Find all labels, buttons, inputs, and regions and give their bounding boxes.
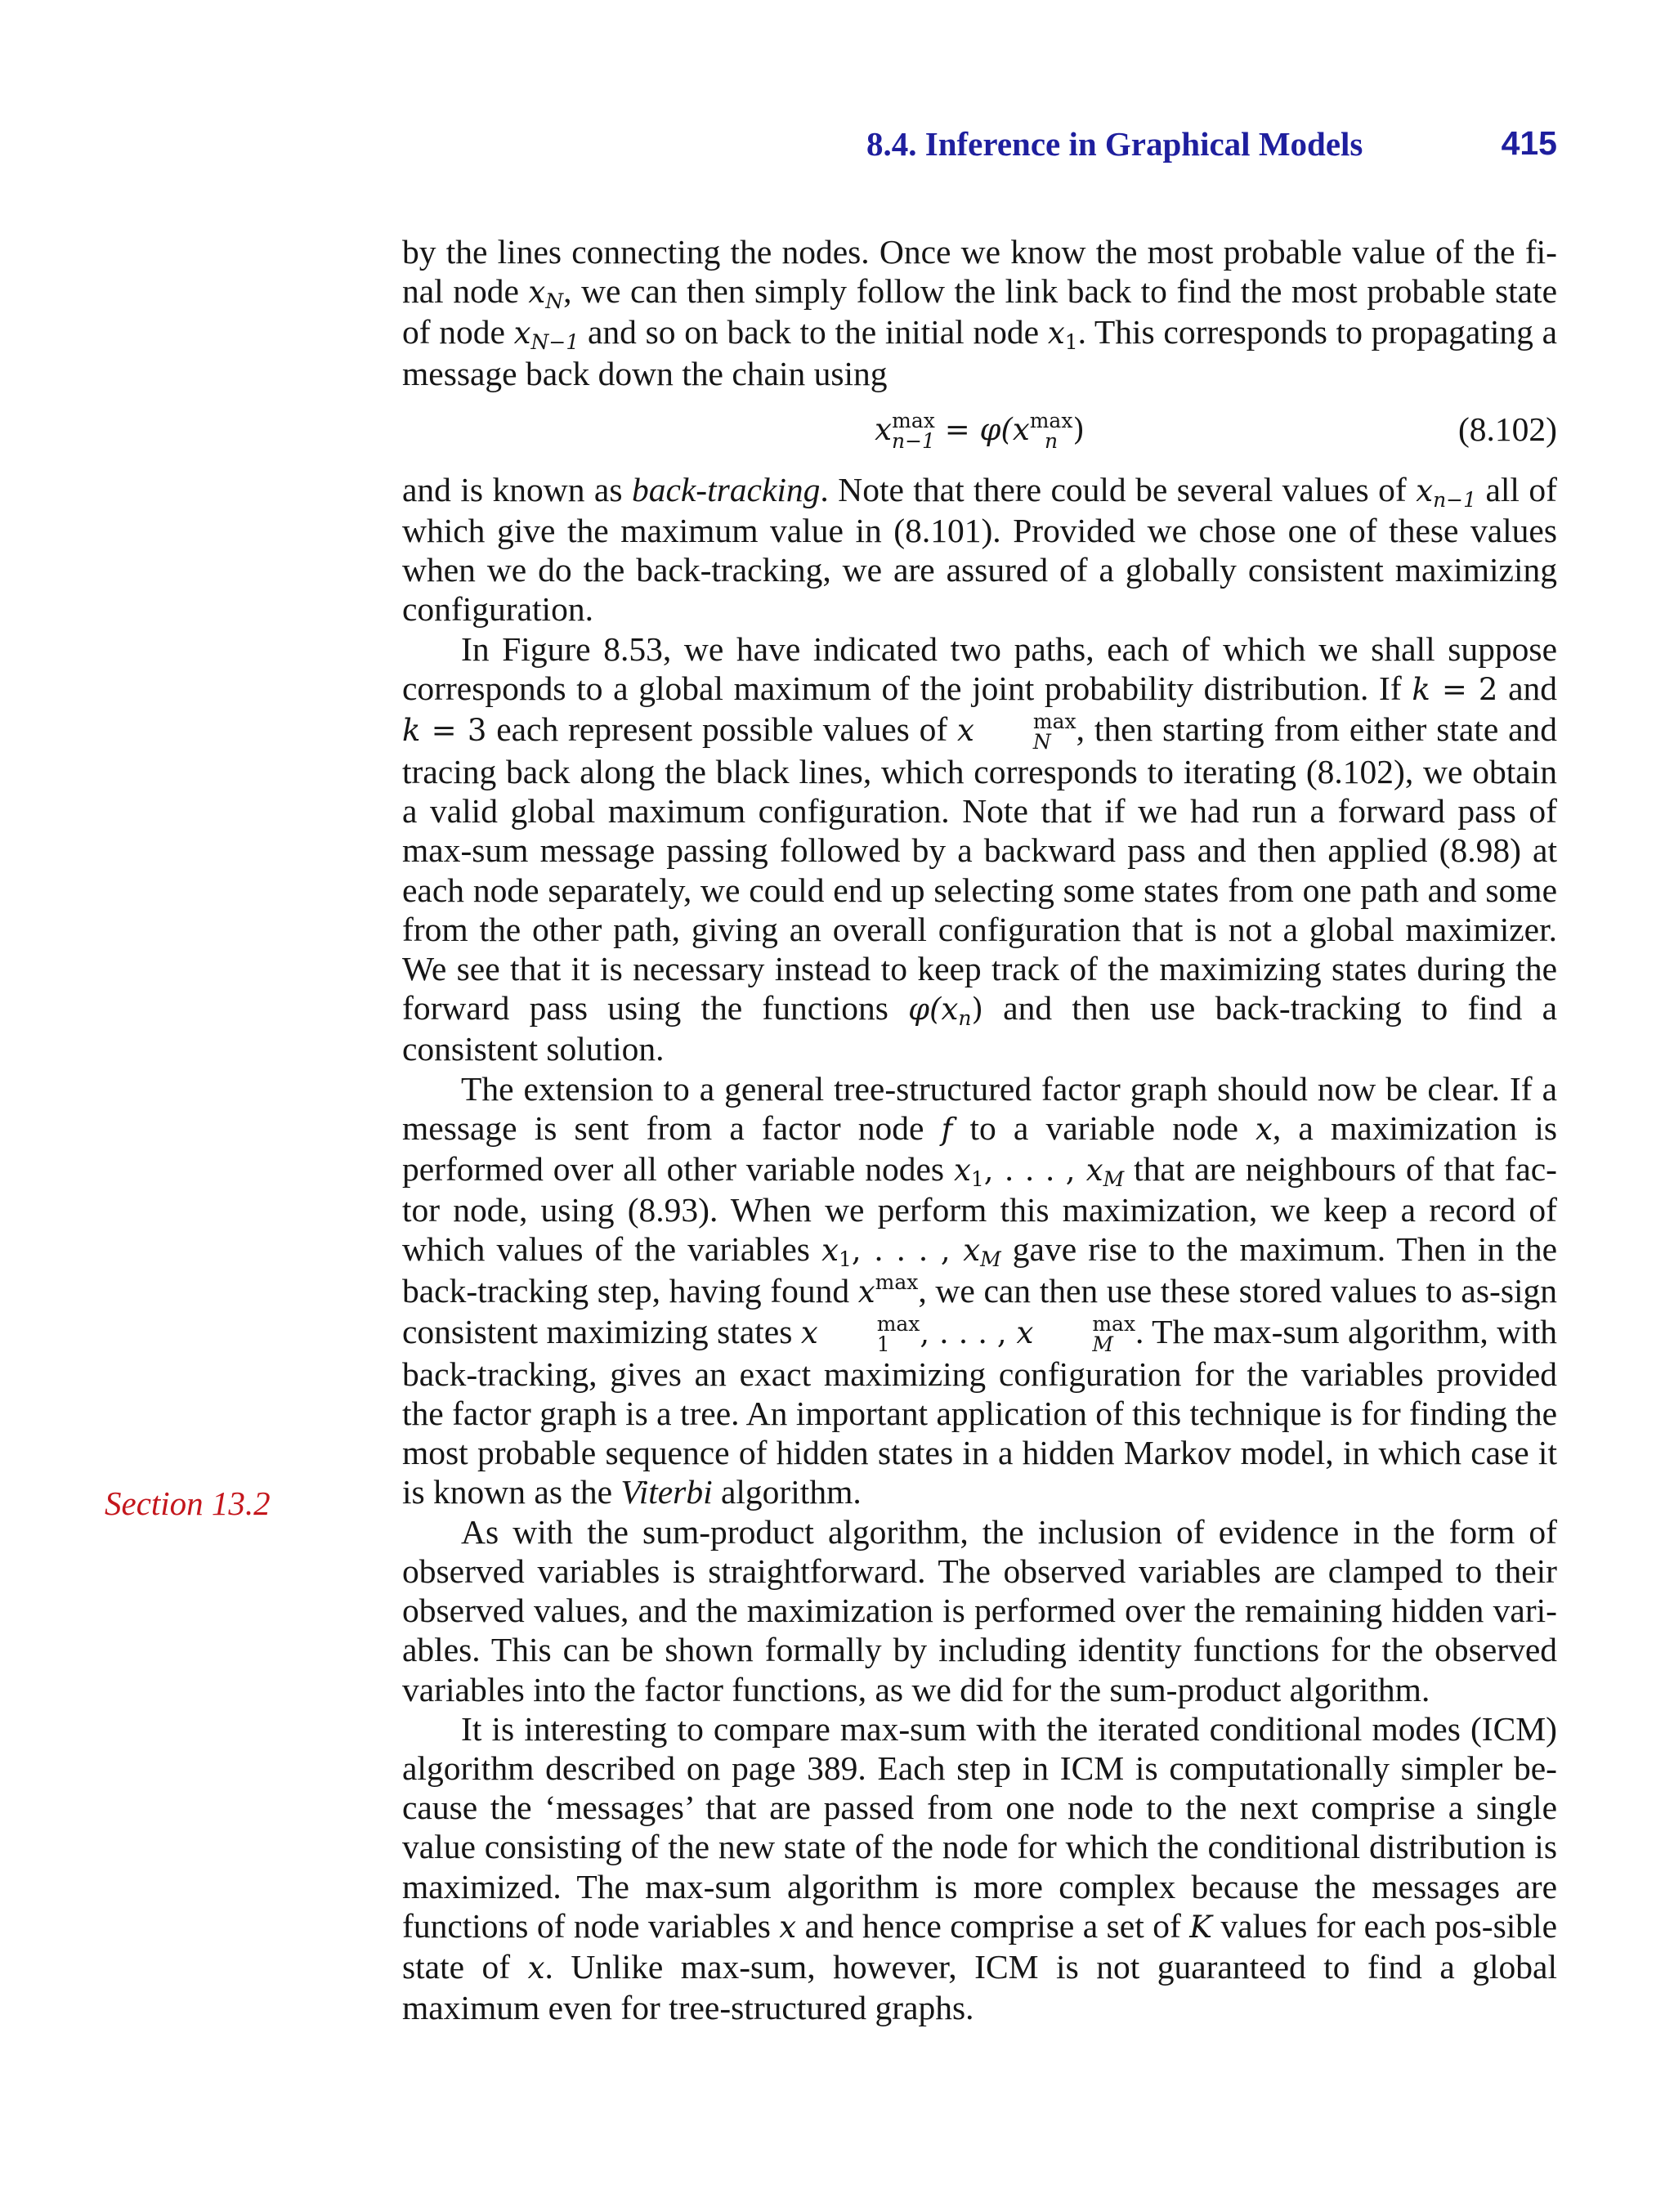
- math-sub-1: 1: [1064, 330, 1078, 355]
- eq-lhs-supsub: [892, 410, 935, 451]
- math-phi: φ(: [908, 992, 942, 1028]
- paragraph-4: [402, 1069, 1557, 1512]
- math-x: x: [513, 316, 531, 352]
- math-sub-M: M: [1103, 1167, 1125, 1192]
- math-x: x: [857, 1274, 875, 1310]
- text-run: by the lines connecting the nodes. Once we know the most probable value of the fi-nal node: [402, 233, 1557, 311]
- body-text: [402, 232, 1557, 2027]
- text-run: algorithm.: [712, 1473, 862, 1511]
- math-x: x: [1085, 1153, 1103, 1189]
- text-run: each represent possible values of: [486, 710, 958, 749]
- eq-equals: [935, 412, 945, 447]
- math-x: x: [528, 275, 546, 311]
- paragraph-6: [402, 1709, 1557, 2028]
- math-f: f: [941, 1111, 953, 1147]
- eq-rhs-var: x: [1012, 411, 1030, 447]
- math-sup-max: max: [876, 1311, 920, 1336]
- math-sub-N-minus-1: N−1: [530, 330, 580, 355]
- math-sub-1: 1: [876, 1332, 890, 1356]
- math-x: x: [963, 1233, 981, 1269]
- text-run: The extension to a general tree-structured factor graph should now be clear. If a message is sent from a factor node: [402, 1069, 1557, 1147]
- text-run: . Unlike max-sum, however, ICM is not guaranteed to find a global maximum even for tree-structured graphs.: [402, 1947, 1557, 2027]
- paragraph-2: [402, 470, 1557, 629]
- term-viterbi: Viterbi: [620, 1473, 713, 1511]
- math-supsub-max-N: [974, 711, 1076, 752]
- text-run: , then starting from either state and tracing back along the black lines, which corresponds to iterating (8.102), we obtain a valid global maximum configuration. Note that if we had run a forward pass of max-sum message passing followed by a backward pass and then applied (8.98) at each node separately, we could end up selecting some states from one path and some from the other path, giving an overall configuration that is not a global maximizer. We see that it is necessary instead to keep track of the maximizing states during the forward pass using the functions: [402, 710, 1557, 1028]
- equation-8-102: [402, 403, 1557, 463]
- math-sub-n-minus-1: n−1: [1433, 487, 1477, 512]
- math-x: x: [957, 713, 974, 749]
- eq-lhs-sup: max: [892, 408, 935, 432]
- header-title: 8.4. Inference in Graphical Models: [866, 125, 1363, 163]
- math-x: x: [527, 1950, 545, 1986]
- math-k: k: [1412, 671, 1430, 707]
- math-supsub-max-M: [1033, 1311, 1136, 1356]
- eq-lhs-sub: n−1: [891, 428, 935, 453]
- math-sub-M: M: [980, 1247, 1001, 1272]
- text-run: that are neighbours of that fac-tor node, using (8.93). When we perform this maximization, we keep a record of which values of the variables: [402, 1150, 1557, 1269]
- math-x: x: [779, 1909, 797, 1945]
- text-run: . Note that there could be several values of: [820, 470, 1417, 508]
- math-sup-max: max: [1092, 1311, 1136, 1336]
- math-K: K: [1189, 1909, 1212, 1945]
- math-x: x: [1416, 472, 1434, 508]
- text-run: . The max-sum algorithm, with back-tracking, gives an exact maximizing configuration for the variables provided the factor graph is a tree. An important application of this technique is for finding the most probable sequence of hidden states in a hidden Markov model, in which case it is known as the: [402, 1312, 1557, 1511]
- math-eq-3: = 3: [420, 713, 487, 749]
- math-close-paren: ): [971, 992, 983, 1028]
- math-x: x: [821, 1233, 839, 1269]
- math-x: x: [941, 992, 959, 1028]
- eq-rhs-supsub: [1030, 410, 1073, 451]
- text-run: all of which give the maximum value in (8.101). Provided we chose one of these values when we do the back-tracking, we are assured of a globally consistent maximizing configuration.: [402, 470, 1557, 629]
- math-k: k: [402, 713, 421, 749]
- math-sub-N: N: [1032, 730, 1051, 754]
- text-run: It is interesting to compare max-sum with the iterated conditional modes (ICM) algorithm described on page 389. Each step in ICM is computationally simpler be-cause the ‘messages’ that are passed from one node to the next comprise a single value consisting of the new state of the node for which the conditional distribution is maximized. The max-sum algorithm is more complex because the messages are functions of node variables: [402, 1709, 1557, 1945]
- math-x: x: [1256, 1111, 1273, 1147]
- math-x: x: [800, 1314, 818, 1350]
- text-run: and is known as: [402, 470, 632, 508]
- eq-phi: φ(: [979, 411, 1013, 447]
- term-back-tracking: back-tracking: [631, 470, 821, 508]
- paragraph-1: [402, 232, 1557, 393]
- paragraph-5: As with the sum-product algorithm, the inclusion of evidence in the form of observed variables is straightforward. The observed variables are clamped to their observed values, and the maximization is performed over the remaining hidden vari-ables. This can be shown formally by including identity functions for the observed variables into the factor functions, as we did for the sum-product algorithm.: [402, 1512, 1557, 1708]
- math-sub-1: 1: [970, 1167, 984, 1192]
- text-run: , we can then simply follow the link back to find the most probable state of node: [402, 272, 1557, 352]
- text-run: and then use back-tracking to find a consistent solution.: [402, 989, 1557, 1068]
- text-run: and hence comprise a set of: [796, 1906, 1190, 1945]
- text-run: to a variable node: [952, 1108, 1256, 1147]
- math-sub-n: n: [958, 1006, 972, 1031]
- math-ellipsis: , . . . ,: [851, 1233, 964, 1269]
- math-sup-max: max: [1032, 710, 1076, 734]
- text-run: values for each pos-sible state of: [402, 1906, 1557, 1986]
- page-number: 415: [1501, 124, 1557, 162]
- math-ellipsis: , . . . ,: [920, 1314, 1017, 1350]
- equation-number: (8.102): [1457, 410, 1557, 448]
- text-run: , a maximization is performed over all other variable nodes: [402, 1108, 1558, 1189]
- eq-close-paren: ): [1072, 411, 1085, 447]
- math-x: x: [953, 1153, 971, 1189]
- running-header: [866, 124, 1557, 173]
- math-sub-N: N: [545, 289, 564, 314]
- eq-lhs-var: x: [875, 411, 892, 447]
- math-sub-M: M: [1092, 1332, 1113, 1356]
- equation-content: [402, 410, 1557, 451]
- math-x: x: [1016, 1314, 1034, 1350]
- math-x: x: [1047, 316, 1065, 352]
- text-run: gave rise to the maximum. Then in the back-tracking step, having found: [402, 1230, 1557, 1310]
- math-sup-max: max: [875, 1269, 919, 1294]
- math-sub-1: 1: [838, 1247, 852, 1272]
- paragraph-3: [402, 629, 1557, 1069]
- text-run: , we can then use these stored values to as-sign consistent maximizing states: [402, 1271, 1558, 1350]
- text-run: In Figure 8.53, we have indicated two paths, each of which we shall suppose corresponds to a global maximum of the joint probability distribution. If: [402, 629, 1557, 707]
- math-eq-2: = 2: [1430, 671, 1498, 707]
- eq-space: [970, 412, 980, 447]
- math-supsub-max-1: [818, 1311, 920, 1356]
- eq-equals-sign: =: [944, 411, 970, 447]
- text-run: and so on back to the initial node: [579, 313, 1048, 352]
- margin-note-section-ref[interactable]: Section 13.2: [105, 1484, 271, 1522]
- eq-rhs-sub: n: [1045, 428, 1059, 453]
- math-ellipsis: , . . . ,: [983, 1153, 1086, 1189]
- text-run: . This corresponds to propagating a message back down the chain using: [402, 313, 1557, 392]
- eq-rhs-sup: max: [1029, 408, 1073, 432]
- text-run: and: [1497, 669, 1558, 707]
